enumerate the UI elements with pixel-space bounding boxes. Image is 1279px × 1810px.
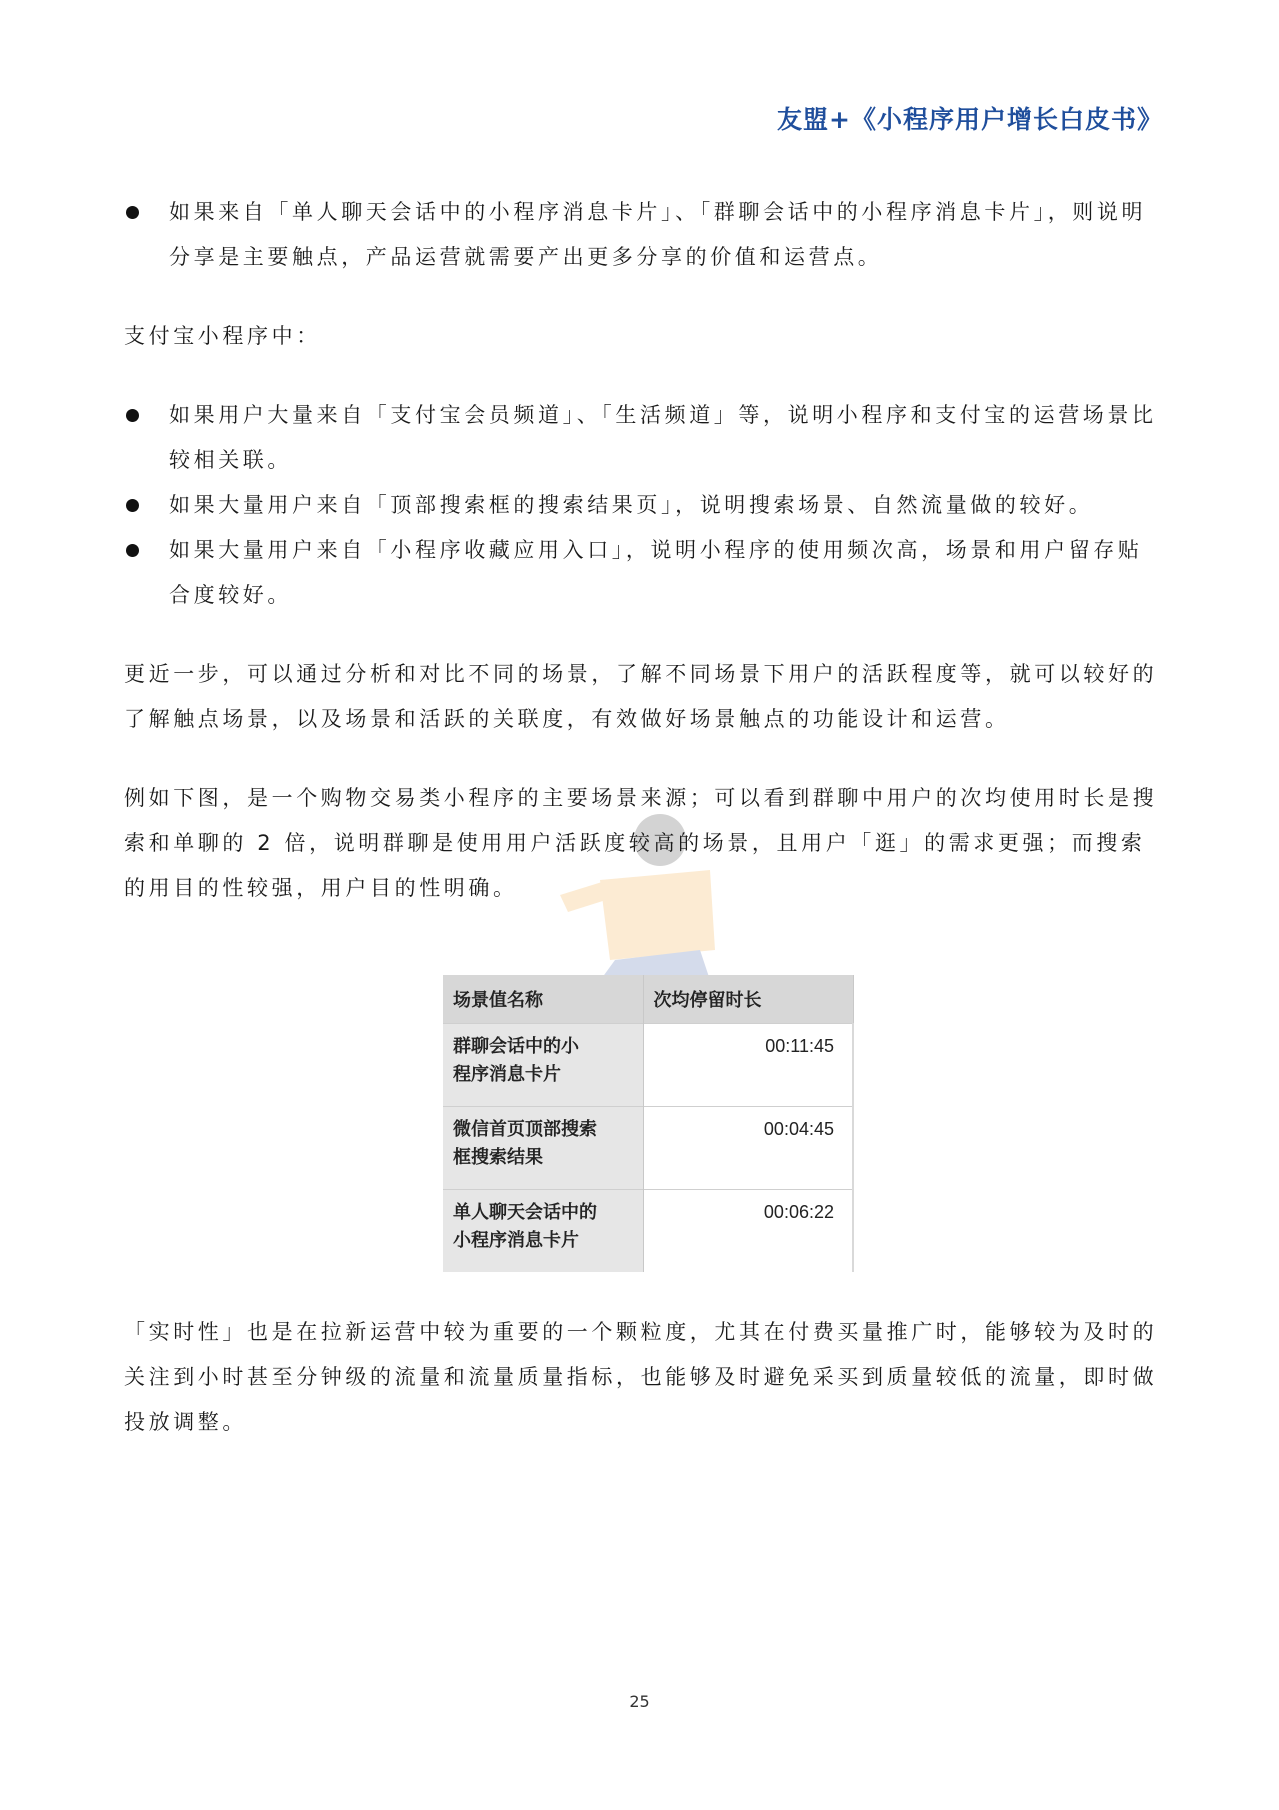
bullet-item-alipay-channel xyxy=(124,393,1164,483)
table-row xyxy=(443,1107,853,1190)
table-cell-scene-name xyxy=(443,1024,643,1107)
table-cell-duration: 00:04:45 xyxy=(643,1107,853,1190)
scene-name-line: 单人聊天会话中的 xyxy=(453,1202,597,1222)
table-row xyxy=(443,1190,853,1273)
table-cell-scene-name xyxy=(443,1107,643,1190)
document-header-title: 友盟+《小程序用户增长白皮书》 xyxy=(777,105,1163,134)
alipay-heading: 支付宝小程序中： xyxy=(124,324,321,348)
bullet-dot-icon xyxy=(126,544,139,557)
paragraph-further-analysis: 更近一步，可以通过分析和对比不同的场景，了解不同场景下用户的活跃程度等，就可以较好的了解触点场景，以及场景和活跃的关联度，有效做好场景触点的功能设计和运营。 xyxy=(124,662,1158,731)
document-body xyxy=(124,190,1164,911)
bullet-text: 如果用户大量来自「支付宝会员频道」、「生活频道」等，说明小程序和支付宝的运营场景比较相关联。 xyxy=(169,403,1157,472)
bullet-dot-icon xyxy=(126,409,139,422)
page-number: 25 xyxy=(629,1692,650,1711)
scene-name-line: 群聊会话中的小 xyxy=(453,1036,579,1056)
bullet-text: 如果来自「单人聊天会话中的小程序消息卡片」、「群聊会话中的小程序消息卡片」，则说明分享是主要触点，产品运营就需要产出更多分享的价值和运营点。 xyxy=(169,200,1147,269)
bullet-text: 如果大量用户来自「小程序收藏应用入口」，说明小程序的使用频次高，场景和用户留存贴合度较好。 xyxy=(169,538,1143,607)
bullet-text: 如果大量用户来自「顶部搜索框的搜索结果页」，说明搜索场景、自然流量做的较好。 xyxy=(169,493,1094,517)
scene-name-line: 小程序消息卡片 xyxy=(453,1230,579,1250)
scene-duration-table xyxy=(443,975,854,1272)
bullet-dot-icon xyxy=(126,206,139,219)
bullet-dot-icon xyxy=(126,499,139,512)
scene-name-line: 微信首页顶部搜索 xyxy=(453,1119,597,1139)
paragraph-example: 例如下图，是一个购物交易类小程序的主要场景来源；可以看到群聊中用户的次均使用时长是搜索和单聊的 2 倍，说明群聊是使用用户活跃度较高的场景，且用户「逛」的需求更强；而搜索的用目的性较强，用户目的性明确。 xyxy=(124,786,1158,900)
table-cell-duration: 00:11:45 xyxy=(643,1024,853,1107)
table-cell-duration: 00:06:22 xyxy=(643,1190,853,1273)
table-cell-scene-name xyxy=(443,1190,643,1273)
bullet-item-alipay-search xyxy=(124,483,1164,528)
paragraph-realtime: 「实时性」也是在拉新运营中较为重要的一个颗粒度，尤其在付费买量推广时，能够较为及时的关注到小时甚至分钟级的流量和流量质量指标，也能够及时避免采买到质量较低的流量，即时做投放调整。 xyxy=(124,1320,1158,1434)
scene-duration-table-figure xyxy=(443,975,853,1250)
table-header-row xyxy=(443,975,853,1024)
scene-name-line: 框搜索结果 xyxy=(453,1147,543,1167)
document-body-lower xyxy=(124,1310,1164,1445)
bullet-item-wechat-share xyxy=(124,190,1164,280)
table-header-avg-duration: 次均停留时长 xyxy=(643,975,853,1024)
table-header-scene-name: 场景值名称 xyxy=(443,975,643,1024)
table-row xyxy=(443,1024,853,1107)
scene-name-line: 程序消息卡片 xyxy=(453,1064,561,1084)
bullet-item-alipay-favorites xyxy=(124,528,1164,618)
